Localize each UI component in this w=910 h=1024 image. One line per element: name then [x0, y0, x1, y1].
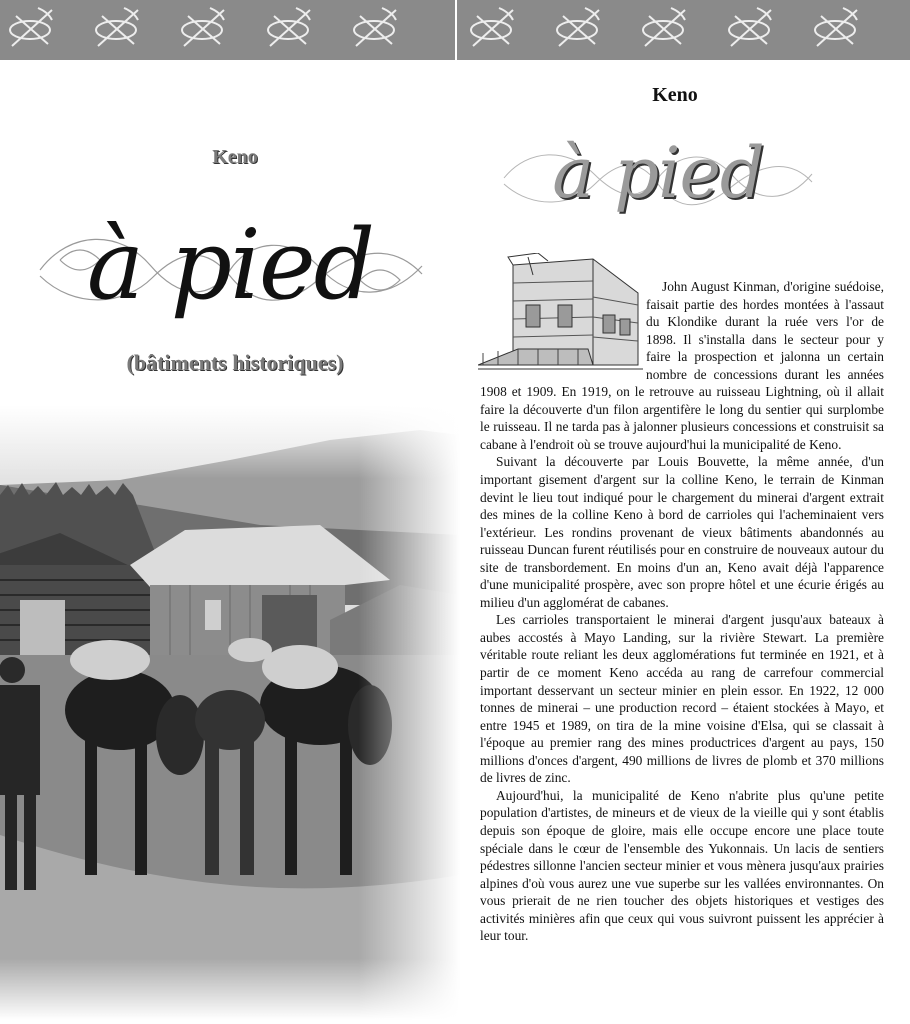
- left-heading: Keno: [212, 146, 258, 168]
- article-paragraph: Les carrioles transportaient le minerai d'argent jusqu'aux bateaux à aubes accostés à Mayo Landing, sur la rivière Stewart. La première véritable route reliant les deux agglomérations fut terminée en 1921, et à partir de ce moment Keno accéda au rang de carrefour commercial important desservant un secteur minier en plein essor. En 1922, 12 000 tonnes de minerai – une production record – étaient stockées à Mayo, et entre 1945 et 1989, on tira de la mine voisine d'Elsa, qui se classait à l'époque au premier rang des mines productrices d'argent au pays, 150 millions d'onces d'argent, 490 millions de livres de plomb et 370 millions de livres de zinc.: [480, 612, 884, 786]
- article-body: [480, 278, 884, 945]
- article-paragraph: John August Kinman, d'origine suédoise, faisait partie des hordes montées à l'assaut du Klondike durant la ruée vers l'or de 1898. Il s'installa dans le secteur pour y faire la prospection et jalonna un certain nombre de concessions durant les années 1908 et 1909. En 1919, on le retrouve au ruisseau Lightning, où il allait faire la découverte d'un filon argentifère le long du sentier qui surplombe le ruisseau. Il ne tarda pas à jalonner plusieurs concessions et construisit sa cabane à l'endroit où se trouve aujourd'hui la municipalité de Keno.: [480, 279, 884, 452]
- article-paragraph: Suivant la découverte par Louis Bouvette, la même année, d'un important gisement d'argent sur la colline Keno, le terrain de Kinman devint le lieu tout indiqué pour le chargement du minerai d'argent extrait des mines de la colline Keno à bord de carrioles qui l'acheminaient vers l'extérieur. Les rondins provenant de vieux bâtiments abandonnés au ruisseau Duncan furent réutilisés pour en construire de nouveaux autour du site de transbordement. En moins d'un an, Keno avait déjà l'apparence d'une municipalité prospère, avec son propre hôtel et une écurie érigés au milieu d'un agglomérat de cabanes.: [480, 454, 884, 610]
- historic-keno-pack-horses-photo: [0, 405, 460, 1020]
- image-wrap-spacer: [480, 278, 646, 376]
- top-banner-right: [457, 0, 910, 60]
- right-title: [498, 118, 818, 228]
- article-paragraph: Aujourd'hui, la municipalité de Keno n'abrite plus qu'une petite population d'artistes, de mineurs et de vieux de la vieille qui y sont établis depuis son époque de gloire, mais elle occupe encore une place toute spéciale dans le cœur de l'ensemble des Yukonnais. Un lacis de sentiers pédestres sillonne l'ancien secteur minier et vous mènera jusqu'aux prairies alpines d'où vous aurez une vue superbe sur les vallées environnantes. On vous prierait de ne rien toucher des objets historiques et vestiges des activités minières afin que ceux qui vous suivront puissent les apprécier à leur tour.: [480, 787, 884, 944]
- top-banner-left: [0, 0, 455, 60]
- left-title-text: à pied: [86, 209, 374, 321]
- left-subtitle: (bâtiments historiques): [126, 350, 344, 375]
- prospector-pick-pan-icon: [457, 0, 910, 60]
- right-heading: Keno: [652, 84, 698, 106]
- left-title: [30, 190, 430, 340]
- prospector-pick-pan-icon: [0, 0, 455, 60]
- right-title-text: à pied: [552, 132, 764, 214]
